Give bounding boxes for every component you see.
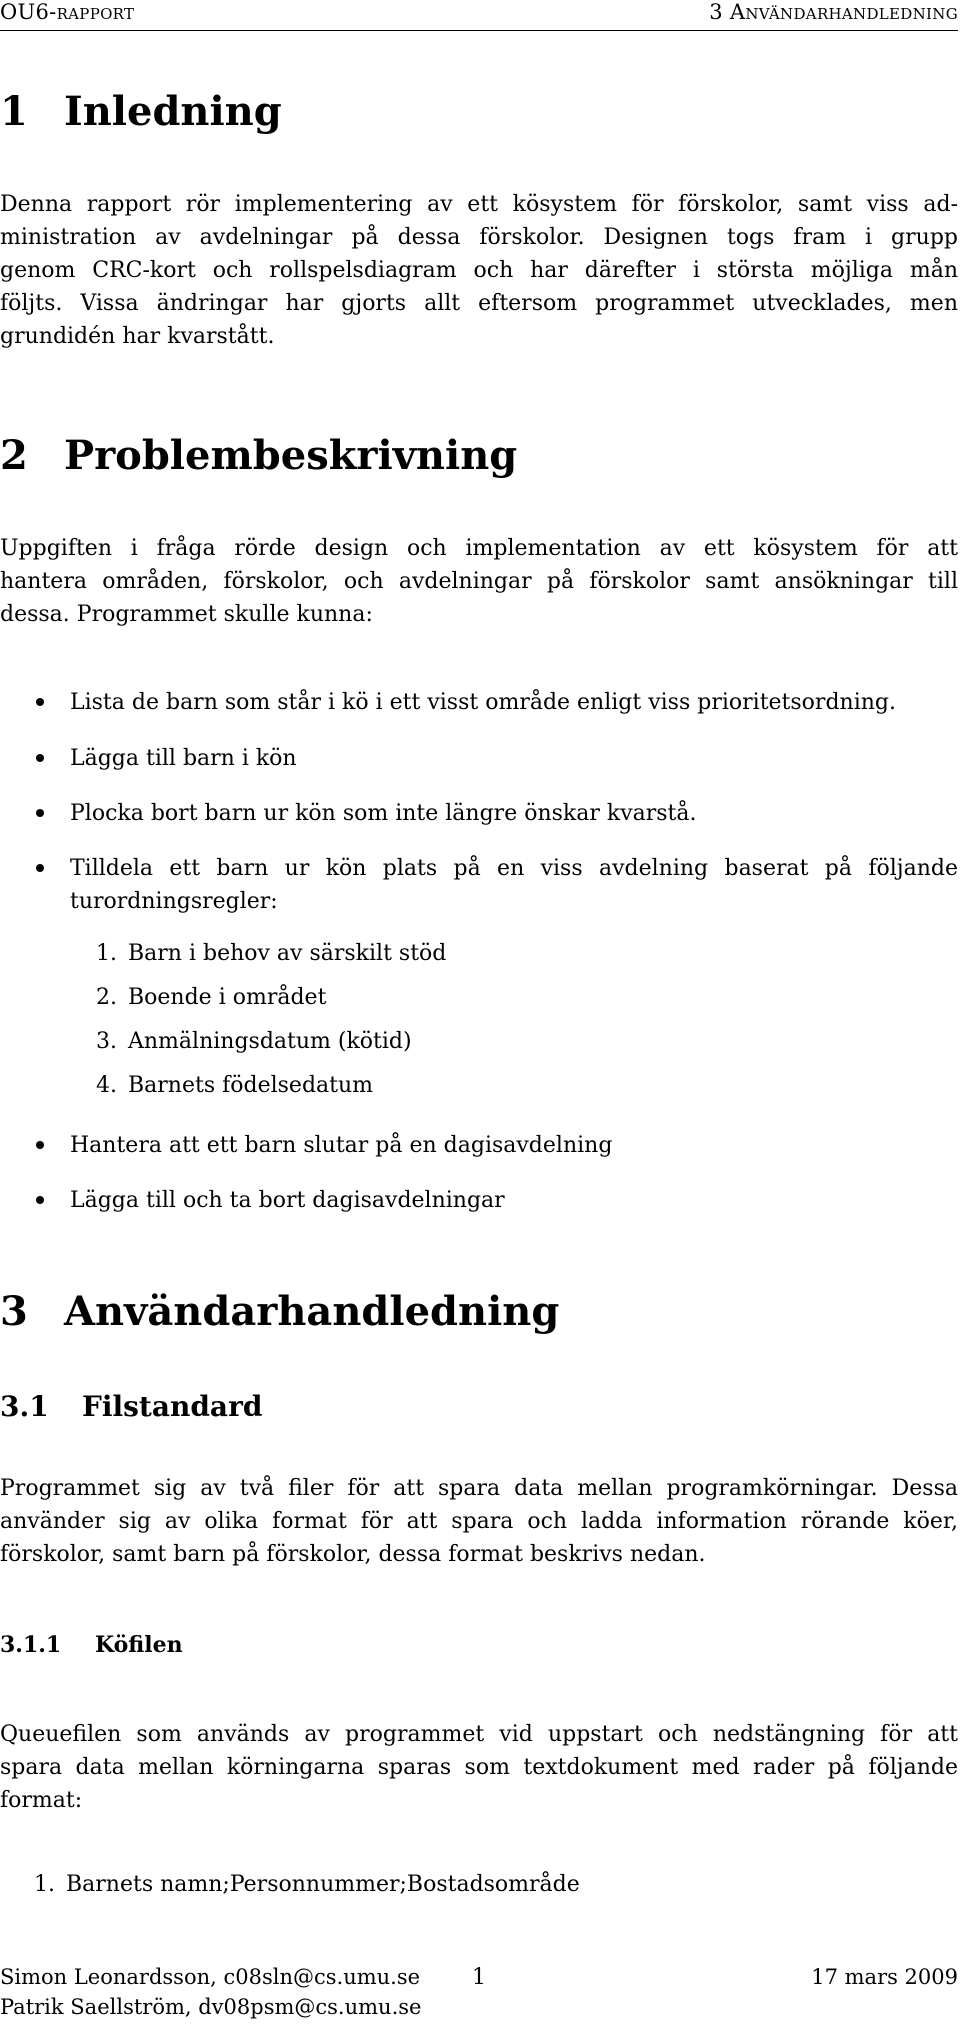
bullet-icon: [36, 864, 44, 872]
section-heading-3: [0, 1288, 559, 1335]
text-line: Uppgiften i fråga rörde design och implementation av ett kösystem för att: [0, 536, 958, 561]
subsection-heading-3-1: [0, 1390, 262, 1423]
section-number: 3: [0, 1288, 28, 1335]
list-item-text: Lägga till och ta bort dagisavdelningar: [70, 1188, 505, 1213]
footer-author-1: Simon Leonardsson, c08sln@cs.umu.se: [0, 1965, 421, 1989]
rule-text: Barn i behov av särskilt stöd: [128, 941, 447, 966]
paragraph-filstandard: [0, 1472, 958, 1571]
list-item-text: Hantera att ett barn slutar på en dagisavdelning: [70, 1133, 613, 1158]
rule-number: 3.: [96, 1029, 117, 1054]
subsubsection-number: 3.1.1: [0, 1632, 62, 1658]
list-item-text: turordningsregler:: [70, 889, 278, 914]
rule-number: 2.: [96, 985, 117, 1010]
section-title: Problembeskrivning: [64, 432, 518, 479]
paragraph-intro: [0, 188, 958, 353]
subsubsection-title: Köfilen: [95, 1632, 183, 1658]
list-item-text: Lägga till barn i kön: [70, 746, 297, 771]
text-line: ministration av avdelningar på dessa förskolor. Designen togs fram i grupp: [0, 225, 958, 250]
rule-text: Barnets födelsedatum: [128, 1073, 374, 1098]
footer-author-2: Patrik Saellström, dv08psm@cs.umu.se: [0, 1995, 422, 2019]
text-line: spara data mellan körningarna sparas som textdokument med rader på följande: [0, 1755, 958, 1780]
section-heading-1: [0, 88, 282, 135]
text-line: använder sig av olika format för att spara och ladda information rörande köer,: [0, 1509, 958, 1534]
running-header: [0, 0, 958, 28]
format-number: 1.: [34, 1872, 55, 1897]
text-line: följts. Vissa ändringar har gjorts allt eftersom programmet utvecklades, men: [0, 291, 958, 316]
running-header-left: OU6-rapport: [0, 0, 135, 24]
text-line: dessa. Programmet skulle kunna:: [0, 602, 373, 627]
text-line: hantera områden, förskolor, och avdelningar på förskolor samt ansökningar till: [0, 569, 958, 594]
text-line: Denna rapport rör implementering av ett kösystem för förskolor, samt viss ad-: [0, 192, 958, 217]
rule-item: [96, 981, 326, 1014]
text-line: förskolor, samt barn på förskolor, dessa format beskrivs nedan.: [0, 1542, 706, 1567]
paragraph-kofilen: [0, 1718, 958, 1817]
subsection-number: 3.1: [0, 1390, 49, 1423]
running-header-right: 3 Användarhandledning: [709, 0, 958, 24]
section-number: 1: [0, 88, 28, 135]
rule-item: [96, 937, 446, 970]
rule-item: [96, 1025, 412, 1058]
text-line: grundidén har kvarstått.: [0, 324, 275, 349]
list-item-text: Lista de barn som står i kö i ett visst område enligt viss prioritetsordning.: [70, 690, 896, 715]
text-line: genom CRC-kort och rollspelsdiagram och har därefter i största möjliga mån: [0, 258, 958, 283]
bullet-icon: [36, 809, 44, 817]
rule-item: [96, 1069, 373, 1102]
bullet-icon: [36, 754, 44, 762]
text-line: Programmet sig av två filer för att spara data mellan programkörningar. Dessa: [0, 1476, 958, 1501]
section-heading-2: [0, 432, 517, 479]
rule-number: 4.: [96, 1073, 117, 1098]
text-line: format:: [0, 1788, 83, 1813]
text-line: Queuefilen som används av programmet vid uppstart och nedstängning för att: [0, 1722, 958, 1747]
footer-date: 17 mars 2009: [811, 1965, 958, 1989]
bullet-icon: [36, 1196, 44, 1204]
paragraph-problem: [0, 532, 958, 631]
list-item-text: Plocka bort barn ur kön som inte längre önskar kvarstå.: [70, 801, 697, 826]
rule-text: Anmälningsdatum (kötid): [128, 1029, 412, 1054]
bullet-icon: [36, 698, 44, 706]
format-text: Barnets namn;Personnummer;Bostadsområde: [66, 1872, 580, 1897]
rule-number: 1.: [96, 941, 117, 966]
page-number: 1: [472, 1965, 486, 1990]
bullet-icon: [36, 1141, 44, 1149]
header-rule: [0, 30, 958, 31]
section-number: 2: [0, 432, 28, 479]
rule-text: Boende i området: [128, 985, 327, 1010]
subsubsection-heading-3-1-1: [0, 1632, 183, 1658]
format-item: [34, 1868, 580, 1901]
section-title: Användarhandledning: [64, 1288, 560, 1335]
section-title: Inledning: [64, 88, 282, 135]
list-item-text: Tilldela ett barn ur kön plats på en viss avdelning baserat på följande: [70, 856, 958, 881]
subsection-title: Filstandard: [82, 1390, 263, 1423]
